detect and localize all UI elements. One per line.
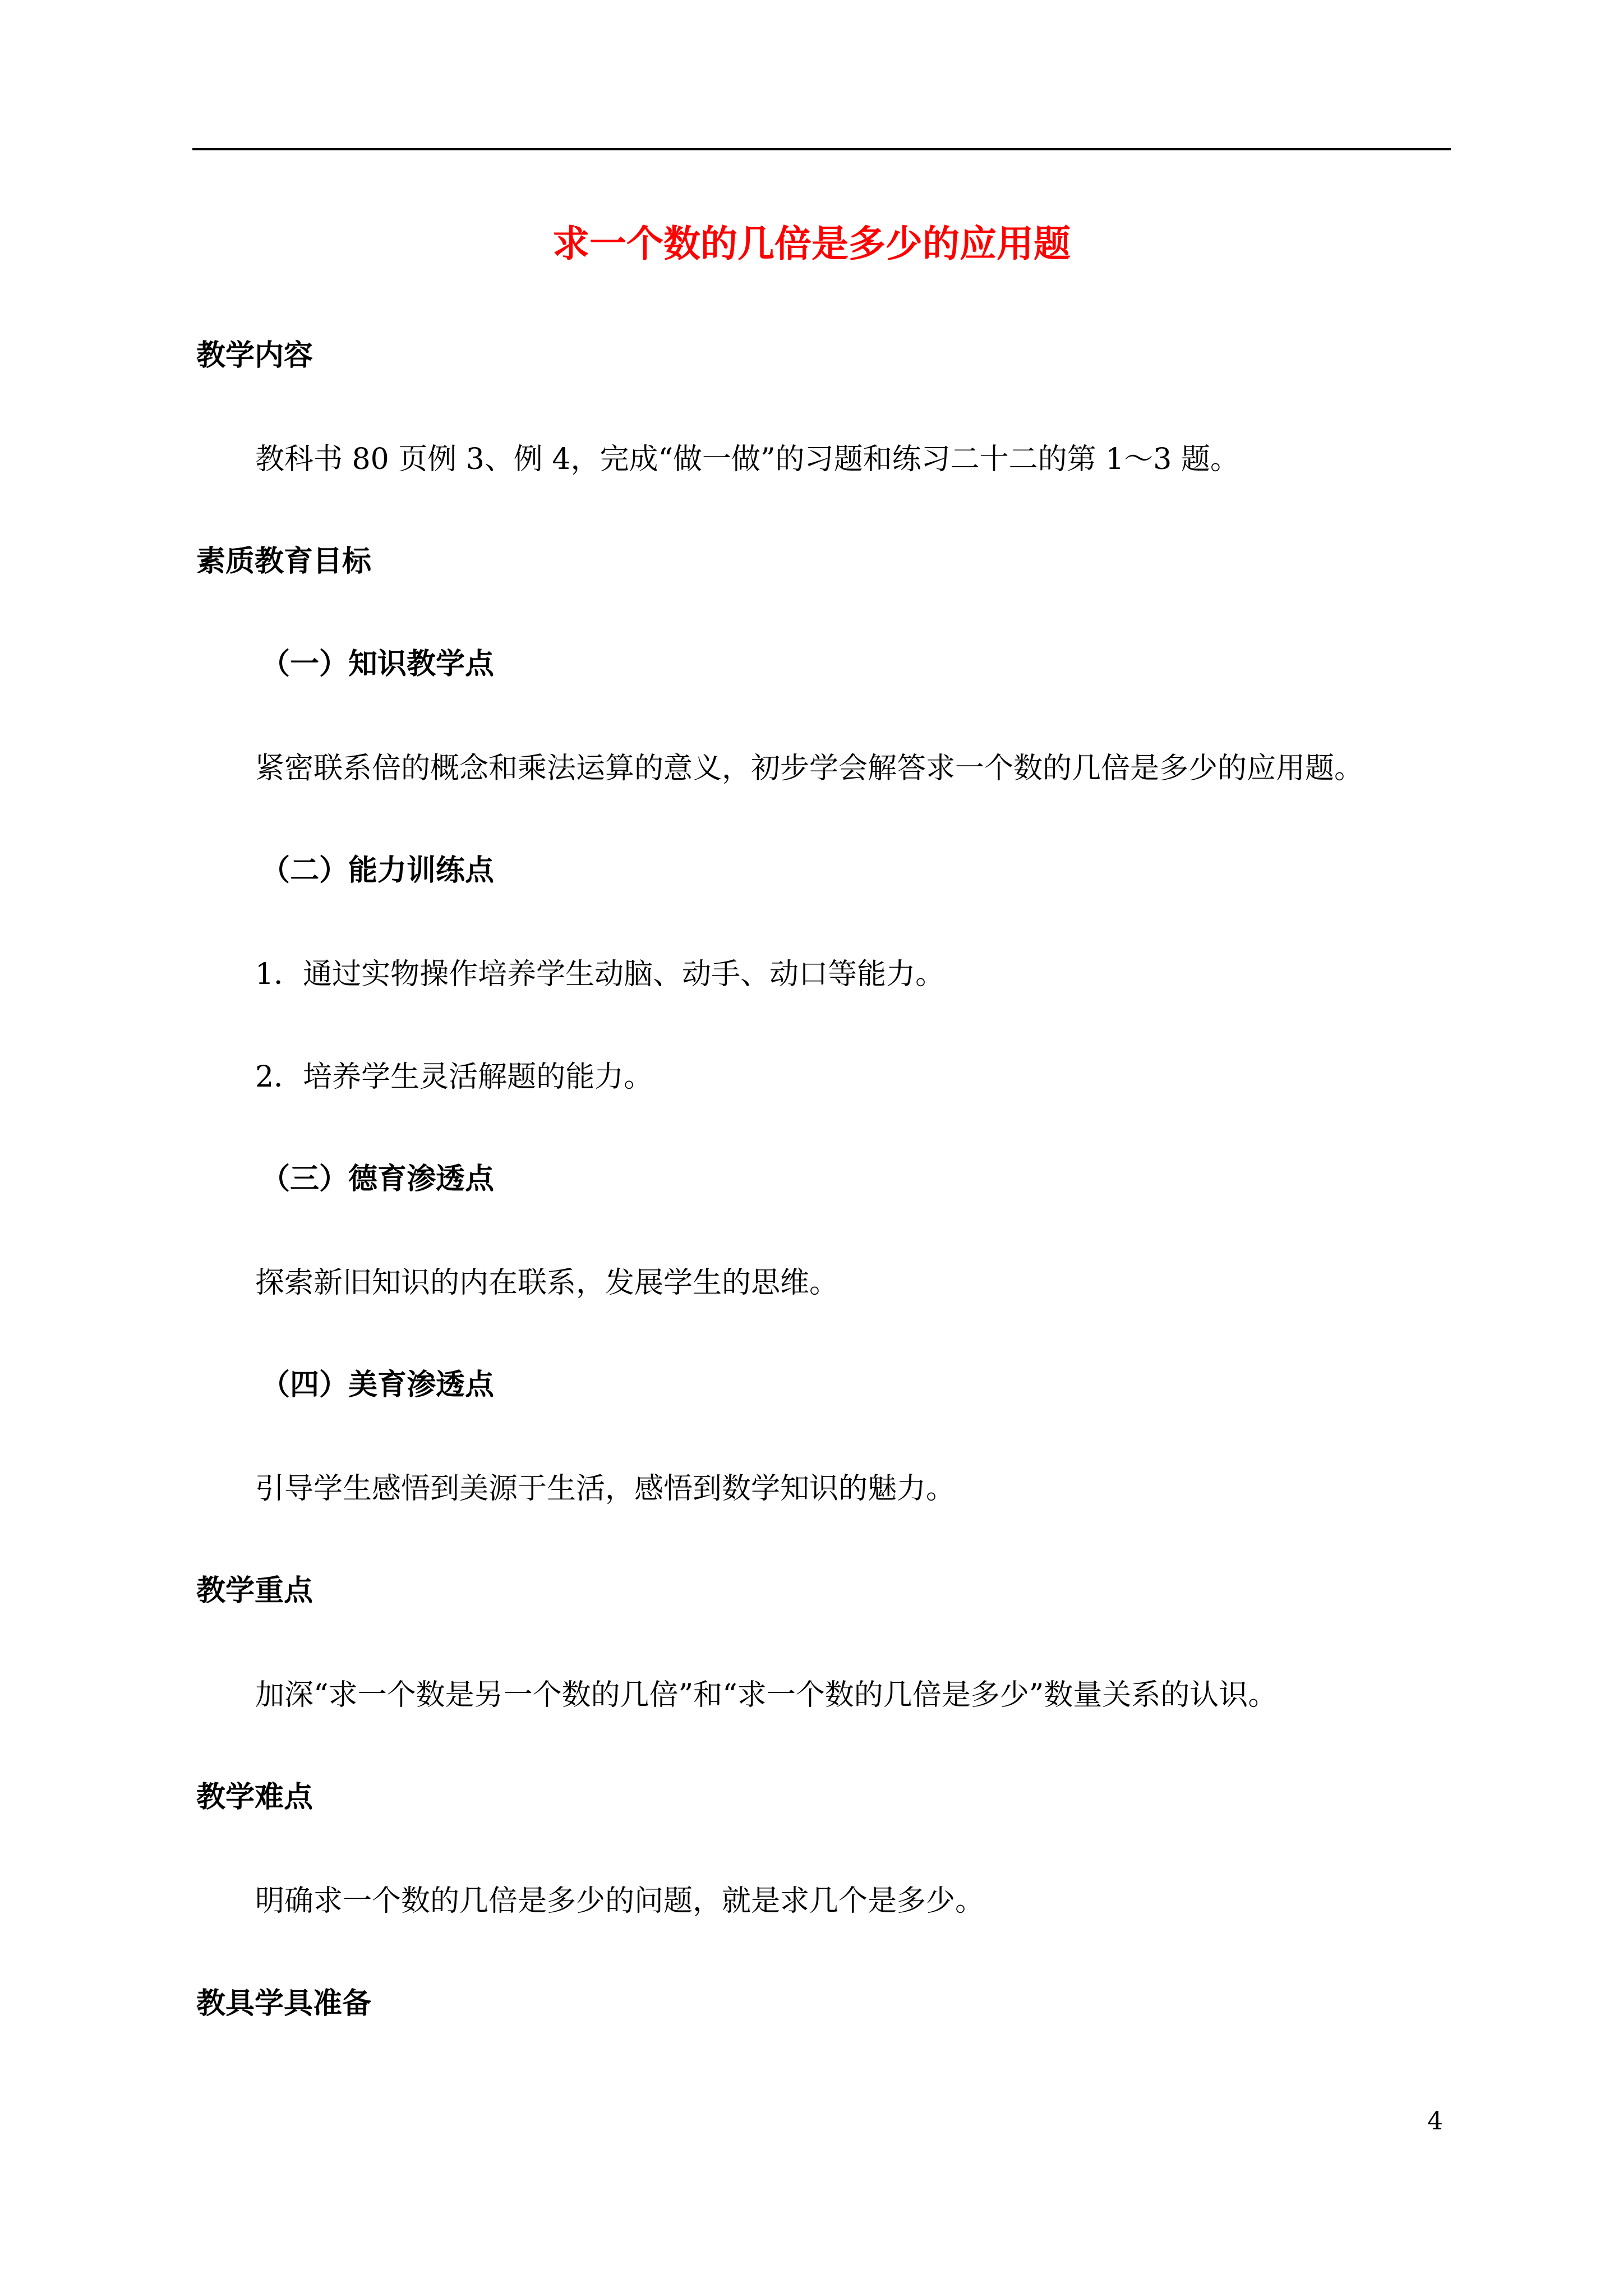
- subheading-ability: （二）能力训练点: [261, 853, 495, 887]
- header-rule: [192, 148, 1451, 150]
- paragraph-knowledge: 紧密联系倍的概念和乘法运算的意义，初步学会解答求一个数的几倍是多少的应用题。: [255, 752, 1364, 785]
- subheading-moral: （三）德育渗透点: [261, 1162, 495, 1196]
- page-number: 4: [1427, 2107, 1443, 2136]
- paragraph-difficulty: 明确求一个数的几倍是多少的问题，就是求几个是多少。: [255, 1884, 985, 1918]
- heading-quality-goals: 素质教育目标: [196, 544, 372, 578]
- heading-difficulty: 教学难点: [196, 1780, 313, 1814]
- list-item-ability-2: 2．培养学生灵活解题的能力。: [255, 1060, 653, 1094]
- paragraph-key-point: 加深“求一个数是另一个数的几倍”和“求一个数的几倍是多少”数量关系的认识。: [255, 1678, 1278, 1712]
- paragraph-aesthetic: 引导学生感悟到美源于生活，感悟到数学知识的魅力。: [255, 1472, 956, 1506]
- heading-materials: 教具学具准备: [196, 1986, 372, 2021]
- subheading-aesthetic: （四）美育渗透点: [261, 1368, 495, 1402]
- heading-key-point: 教学重点: [196, 1573, 313, 1608]
- paragraph-moral: 探索新旧知识的内在联系，发展学生的思维。: [255, 1266, 839, 1300]
- paragraph-teaching-content: 教科书 80 页例 3、例 4，完成“做一做”的习题和练习二十二的第 1～3 题。: [255, 443, 1239, 476]
- page-title: 求一个数的几倍是多少的应用题: [552, 222, 1071, 265]
- list-item-ability-1: 1．通过实物操作培养学生动脑、动手、动口等能力。: [255, 958, 945, 991]
- subheading-knowledge: （一）知识教学点: [261, 647, 495, 681]
- heading-teaching-content: 教学内容: [196, 338, 313, 372]
